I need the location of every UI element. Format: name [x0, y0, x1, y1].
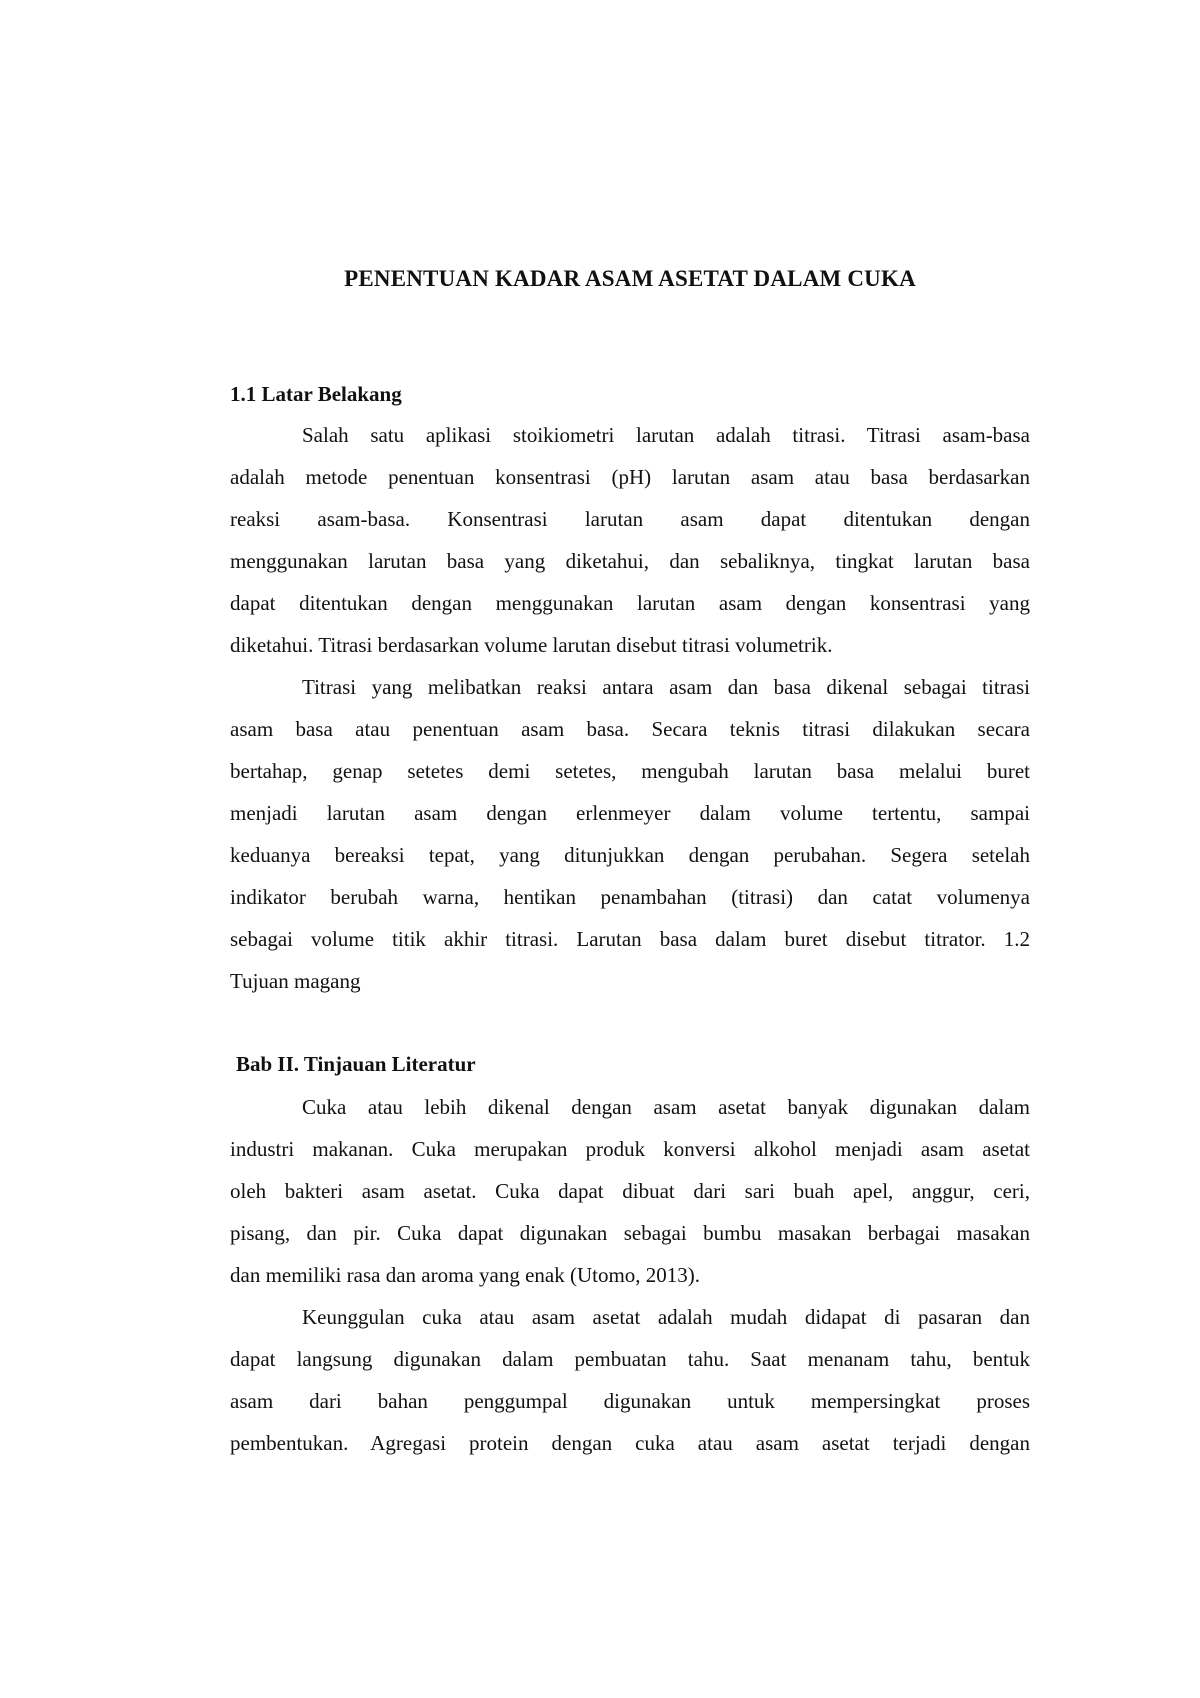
text-line: diketahui. Titrasi berdasarkan volume larutan disebut titrasi volumetrik. [230, 633, 833, 657]
text-line: Keunggulan cuka atau asam asetat adalah mudah didapat di pasaran dan [302, 1305, 1030, 1329]
text-line: keduanya bereaksi tepat, yang ditunjukkan dengan perubahan. Segera setelah [230, 843, 1030, 867]
section-heading-tinjauan-literatur: Bab II. Tinjauan Literatur [236, 1052, 476, 1076]
text-line: oleh bakteri asam asetat. Cuka dapat dibuat dari sari buah apel, anggur, ceri, [230, 1179, 1030, 1203]
text-line: pembentukan. Agregasi protein dengan cuka atau asam asetat terjadi dengan [230, 1431, 1030, 1455]
text-line: menggunakan larutan basa yang diketahui, dan sebaliknya, tingkat larutan basa [230, 549, 1030, 573]
paragraph-tinjauan-literatur-1 [230, 1086, 1030, 1296]
text-line: pisang, dan pir. Cuka dapat digunakan sebagai bumbu masakan berbagai masakan [230, 1221, 1030, 1245]
text-line: reaksi asam-basa. Konsentrasi larutan asam dapat ditentukan dengan [230, 507, 1030, 531]
text-line: Cuka atau lebih dikenal dengan asam asetat banyak digunakan dalam [302, 1095, 1030, 1119]
text-line: sebagai volume titik akhir titrasi. Larutan basa dalam buret disebut titrator. 1.2 [230, 927, 1030, 951]
text-line: menjadi larutan asam dengan erlenmeyer dalam volume tertentu, sampai [230, 801, 1030, 825]
text-line: bertahap, genap setetes demi setetes, mengubah larutan basa melalui buret [230, 759, 1030, 783]
text-line: dapat ditentukan dengan menggunakan larutan asam dengan konsentrasi yang [230, 591, 1030, 615]
text-line: Titrasi yang melibatkan reaksi antara asam dan basa dikenal sebagai titrasi [302, 675, 1030, 699]
text-line: adalah metode penentuan konsentrasi (pH) larutan asam atau basa berdasarkan [230, 465, 1030, 489]
text-line: asam basa atau penentuan asam basa. Secara teknis titrasi dilakukan secara [230, 717, 1030, 741]
document-title: PENENTUAN KADAR ASAM ASETAT DALAM CUKA [344, 266, 916, 291]
paragraph-tinjauan-literatur-2 [230, 1296, 1030, 1464]
text-line: Tujuan magang [230, 969, 361, 993]
text-line: industri makanan. Cuka merupakan produk konversi alkohol menjadi asam asetat [230, 1137, 1030, 1161]
text-line: Salah satu aplikasi stoikiometri larutan adalah titrasi. Titrasi asam-basa [302, 423, 1030, 447]
text-line: dapat langsung digunakan dalam pembuatan tahu. Saat menanam tahu, bentuk [230, 1347, 1030, 1371]
section-heading-latar-belakang: 1.1 Latar Belakang [230, 382, 402, 406]
text-line: asam dari bahan penggumpal digunakan untuk mempersingkat proses [230, 1389, 1030, 1413]
text-line: indikator berubah warna, hentikan penambahan (titrasi) dan catat volumenya [230, 885, 1030, 909]
paragraph-latar-belakang-2 [230, 666, 1030, 1002]
text-line: dan memiliki rasa dan aroma yang enak (Utomo, 2013). [230, 1263, 701, 1287]
paragraph-latar-belakang-1 [230, 414, 1030, 666]
